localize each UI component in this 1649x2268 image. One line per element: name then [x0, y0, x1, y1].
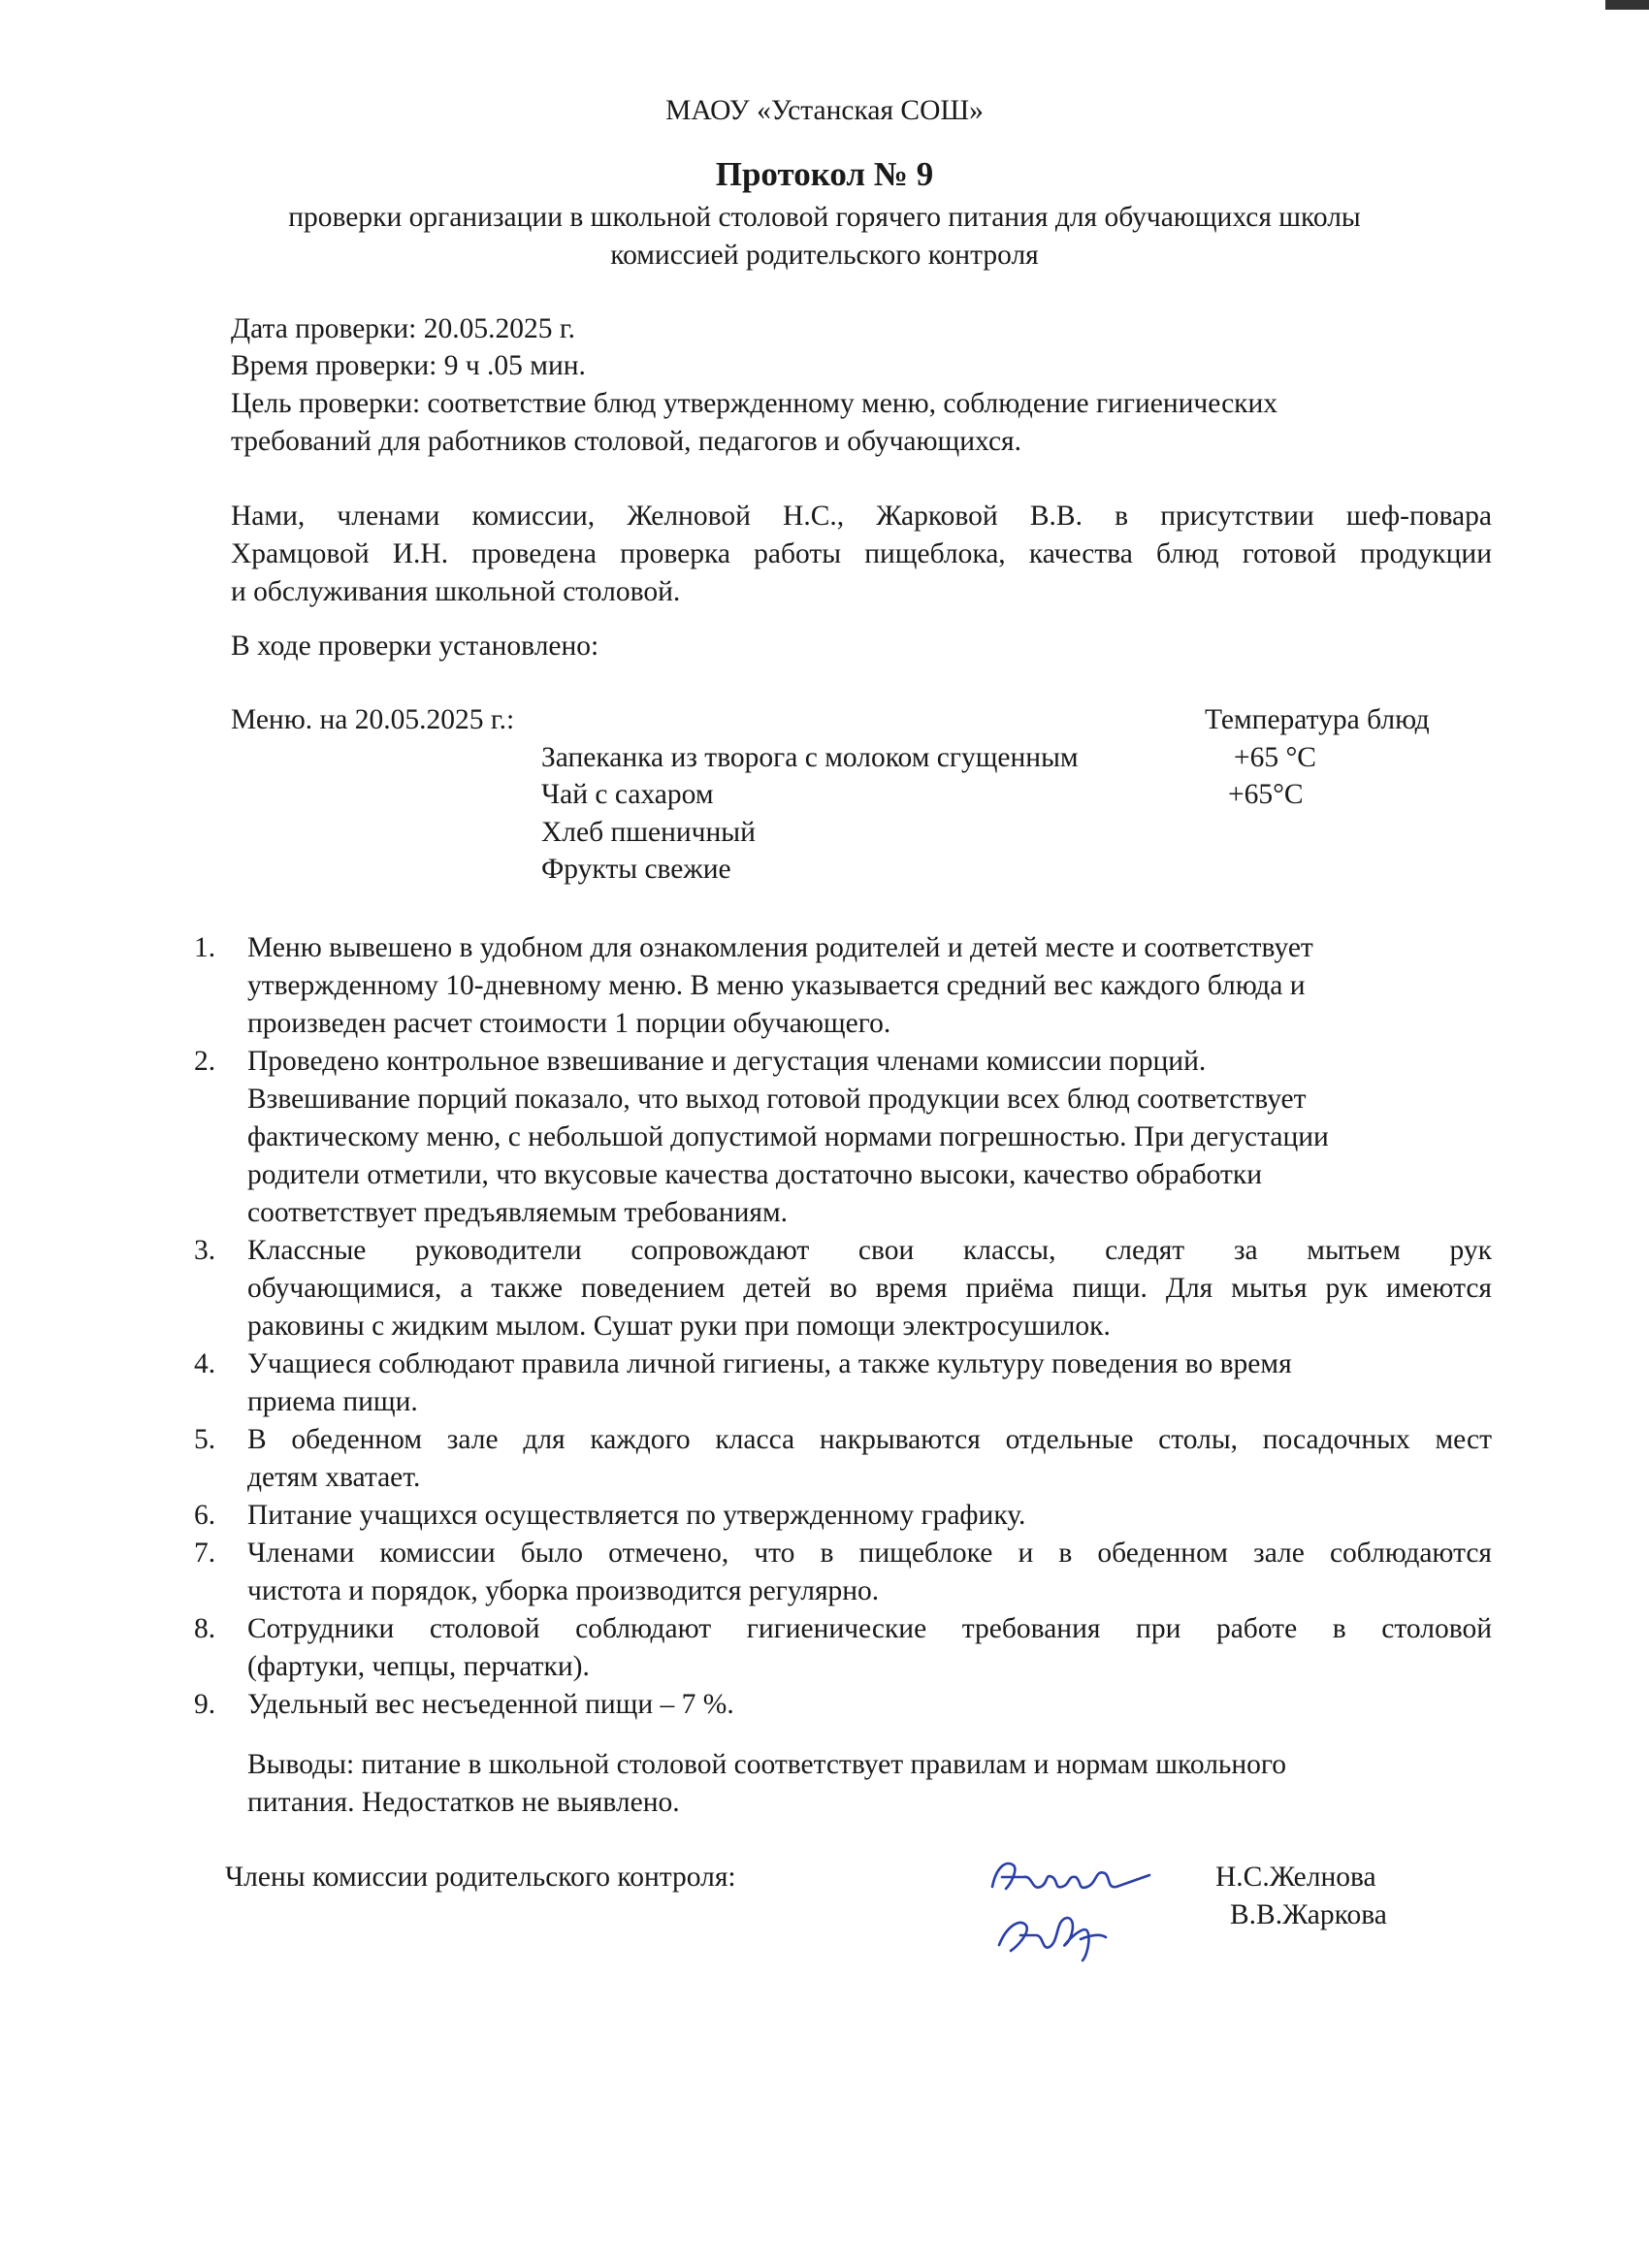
finding-text-line: детям хватает.	[247, 1462, 421, 1493]
finding-text-line: Удельный вес несъеденной пищи – 7 %.	[247, 1689, 734, 1720]
finding-text-line: (фартуки, чепцы, перчатки).	[247, 1651, 590, 1682]
finding-number: 9.	[194, 1689, 216, 1720]
finding-number: 8.	[194, 1613, 216, 1644]
finding-number: 1.	[194, 932, 216, 963]
intro-line-2: Храмцовой И.Н. проведена проверка работы пищеблока, качества блюд готовой продукции	[231, 538, 1492, 569]
finding-number: 7.	[194, 1538, 216, 1569]
finding-text-line: Питание учащихся осуществляется по утвержденному графику.	[247, 1500, 1026, 1531]
subtitle-line-1: проверки организации в школьной столовой горячего питания для обучающихся школы	[288, 202, 1361, 233]
check-date: Дата проверки: 20.05.2025 г.	[231, 313, 576, 344]
check-goal-line-1: Цель проверки: соответствие блюд утвержденному меню, соблюдение гигиенических	[231, 388, 1278, 419]
finding-text-line: родители отметили, что вкусовые качества достаточно высоки, качество обработки	[247, 1159, 1262, 1190]
finding-text-line: Членами комиссии было отмечено, что в пищеблоке и в обеденном зале соблюдаются	[247, 1538, 1492, 1569]
menu-item-temp: +65 °С	[1234, 742, 1316, 773]
finding-text-line: Взвешивание порций показало, что выход готовой продукции всех блюд соответствует	[247, 1084, 1307, 1115]
finding-text-line: Меню вывешено в удобном для ознакомления родителей и детей месте и соответствует	[247, 932, 1313, 963]
document-title: Протокол № 9	[715, 155, 934, 193]
check-time: Время проверки: 9 ч .05 мин.	[231, 350, 586, 381]
intro-line-3: и обслуживания школьной столовой.	[231, 576, 681, 607]
finding-text-line: Сотрудники столовой соблюдают гигиенические требования при работе в столовой	[247, 1613, 1492, 1644]
finding-text-line: В обеденном зале для каждого класса накрываются отдельные столы, посадочных мест	[247, 1424, 1492, 1455]
member-name-2: В.В.Жаркова	[1230, 1899, 1387, 1930]
finding-text-line: приема пищи.	[247, 1386, 418, 1417]
school-name: МАОУ «Устанская СОШ»	[665, 95, 984, 126]
menu-label: Меню. на 20.05.2025 г.:	[231, 704, 515, 735]
finding-text-line: чистота и порядок, уборка производится регулярно.	[247, 1575, 880, 1606]
finding-text-line: Проведено контрольное взвешивание и дегустация членами комиссии порций.	[247, 1046, 1207, 1077]
finding-number: 4.	[194, 1348, 216, 1379]
finding-text-line: Учащиеся соблюдают правила личной гигиены, а также культуру поведения во время	[247, 1348, 1292, 1379]
intro-line-1: Нами, членами комиссии, Желновой Н.С., Жарковой В.В. в присутствии шеф-повара	[231, 501, 1492, 532]
finding-text-line: обучающимися, а также поведением детей во время приёма пищи. Для мытья рук имеются	[247, 1273, 1492, 1304]
finding-text-line: Классные руководители сопровождают свои классы, следят за мытьем рук	[247, 1235, 1492, 1266]
finding-text-line: соответствует предъявляемым требованиям.	[247, 1197, 789, 1228]
member-name-1: Н.С.Желнова	[1215, 1862, 1376, 1893]
finding-number: 3.	[194, 1235, 216, 1266]
menu-item: Запеканка из творога с молоком сгущенным	[541, 742, 1079, 773]
finding-text-line: фактическому меню, с небольшой допустимой нормами погрешностью. При дегустации	[247, 1121, 1329, 1152]
found-heading: В ходе проверки установлено:	[231, 631, 599, 662]
menu-item: Фрукты свежие	[541, 854, 731, 885]
signatures-label: Члены комиссии родительского контроля:	[225, 1862, 736, 1893]
check-goal-line-2: требований для работников столовой, педагогов и обучающихся.	[231, 426, 1021, 457]
finding-text-line: утвержденному 10-дневному меню. В меню указывается средний вес каждого блюда и	[247, 970, 1306, 1001]
conclusion-line-1: Выводы: питание в школьной столовой соответствует правилам и нормам школьного	[247, 1749, 1287, 1780]
subtitle-line-2: комиссией родительского контроля	[610, 240, 1039, 271]
temperature-header: Температура блюд	[1205, 704, 1430, 735]
finding-number: 6.	[194, 1500, 216, 1531]
handwritten-signature-2	[987, 1896, 1143, 1964]
finding-number: 5.	[194, 1424, 216, 1455]
conclusion-line-2: питания. Недостатков не выявлено.	[247, 1787, 680, 1818]
menu-item: Чай с сахаром	[541, 779, 714, 810]
finding-number: 2.	[194, 1046, 216, 1077]
scan-edge-mark	[1605, 0, 1649, 10]
menu-item: Хлеб пшеничный	[541, 817, 756, 848]
finding-text-line: раковины с жидким мылом. Сушат руки при помощи электросушилок.	[247, 1311, 1111, 1342]
finding-text-line: произведен расчет стоимости 1 порции обучающего.	[247, 1008, 891, 1039]
menu-item-temp: +65°С	[1228, 779, 1304, 810]
